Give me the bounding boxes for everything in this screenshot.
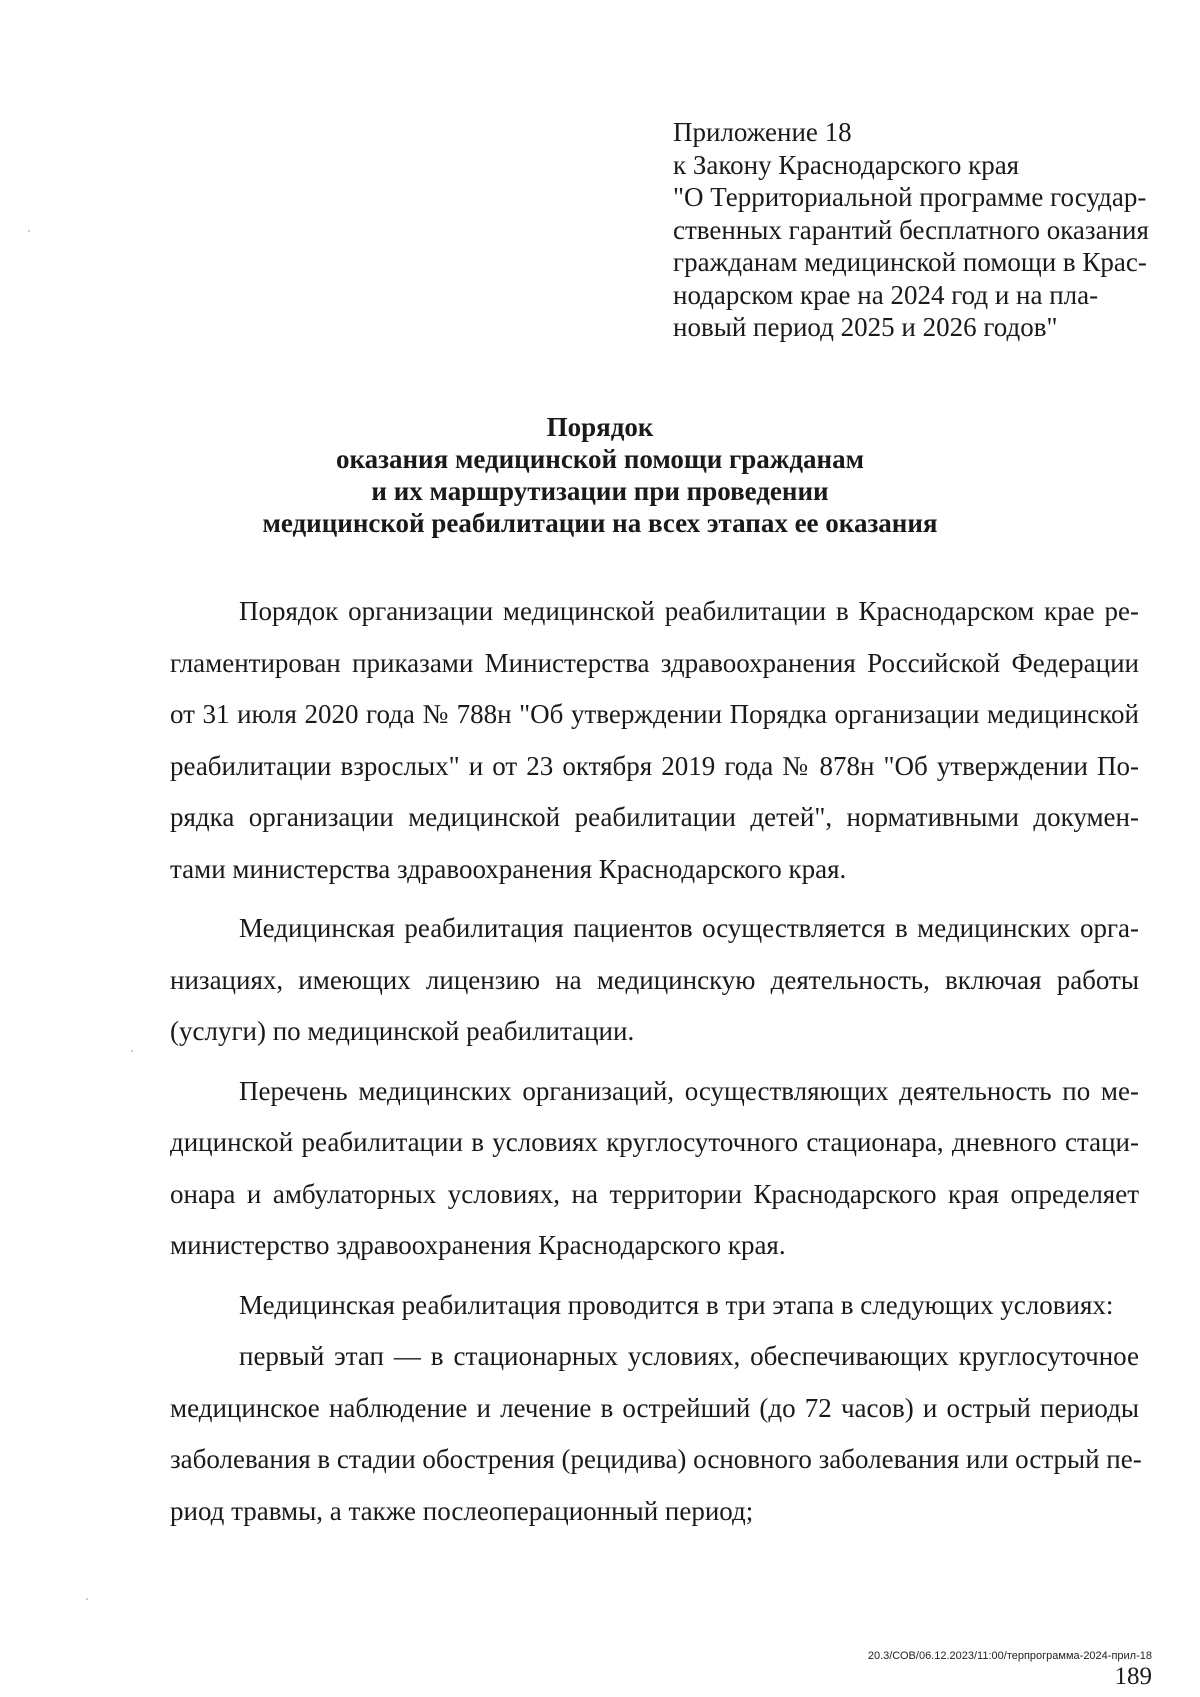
text-line: дицинской реабилитации в условиях круглосуточного стационара, дневного стаци- xyxy=(170,1127,1139,1157)
text-line: низациях, имеющих лицензию на медицинскую деятельность, включая работы xyxy=(170,964,1139,995)
text-line: рядка организации медицинской реабилитации детей", нормативными докумен- xyxy=(170,802,1139,832)
scan-speck xyxy=(28,230,30,232)
text-line: медицинское наблюдение и лечение в острейший (до 72 часов) и острый периоды xyxy=(170,1392,1139,1423)
text-line: министерство здравоохранения Краснодарского края. xyxy=(170,1230,786,1260)
scan-speck xyxy=(86,1598,88,1600)
text-line: Медицинская реабилитация проводится в три этапа в следующих условиях: xyxy=(239,1289,1114,1320)
document-body xyxy=(170,586,1142,1537)
paragraph-regulation xyxy=(170,586,1139,895)
title-line: и их маршрутизации при проведении xyxy=(371,476,829,506)
appendix-header xyxy=(673,116,1149,344)
text-line: риод травмы, а также послеоперационный период; xyxy=(170,1495,754,1526)
appendix-line: к Закону Краснодарского края xyxy=(673,149,1020,180)
title-line: Порядок xyxy=(546,412,654,442)
text-line: гламентирован приказами Министерства здравоохранения Российской Федерации xyxy=(170,647,1139,678)
text-line: Перечень медицинских организаций, осуществляющих деятельность по ме- xyxy=(239,1075,1139,1106)
paragraph-organizations-list xyxy=(170,1066,1139,1272)
page-number: 189 xyxy=(1114,1663,1152,1690)
text-line: Медицинская реабилитация пациентов осуществляется в медицинских орга- xyxy=(239,913,1139,943)
text-line: первый этап — в стационарных условиях, обеспечивающих круглосуточное xyxy=(239,1341,1139,1371)
appendix-line: гражданам медицинской помощи в Крас- xyxy=(673,247,1147,277)
text-line: заболевания в стадии обострения (рецидива) основного заболевания или острый пе- xyxy=(170,1444,1142,1474)
paragraph-three-stages xyxy=(170,1280,1139,1332)
scan-speck xyxy=(131,1050,133,1052)
text-line: Порядок организации медицинской реабилитации в Краснодарском крае ре- xyxy=(239,596,1139,626)
text-line: (услуги) по медицинской реабилитации. xyxy=(170,1016,635,1046)
text-line: реабилитации взрослых" и от 23 октября 2019 года № 878н "Об утверждении По- xyxy=(170,750,1139,781)
title-line: медицинской реабилитации на всех этапах ее оказания xyxy=(262,508,938,538)
text-line: от 31 июля 2020 года № 788н "Об утверждении Порядка организации медицинской xyxy=(170,699,1139,729)
title-line: оказания медицинской помощи гражданам xyxy=(335,444,864,474)
appendix-line: новый период 2025 и 2026 годов" xyxy=(673,312,1058,342)
paragraph-first-stage xyxy=(170,1331,1142,1537)
appendix-line: Приложение 18 xyxy=(673,117,852,147)
paragraph-licensing xyxy=(170,903,1139,1058)
text-line: онара и амбулаторных условиях, на территории Краснодарского края определяет xyxy=(170,1178,1139,1209)
appendix-line: ственных гарантий бесплатного оказания xyxy=(673,214,1149,245)
document-code: 20.3/СОВ/06.12.2023/11:00/терпрограмма-2024-прил-18 xyxy=(867,1650,1152,1662)
text-line: тами министерства здравоохранения Краснодарского края. xyxy=(170,853,847,884)
appendix-line: нодарском крае на 2024 год и на пла- xyxy=(673,279,1099,310)
appendix-line: "О Территориальной программе государ- xyxy=(673,182,1147,212)
document-title xyxy=(0,411,1200,539)
